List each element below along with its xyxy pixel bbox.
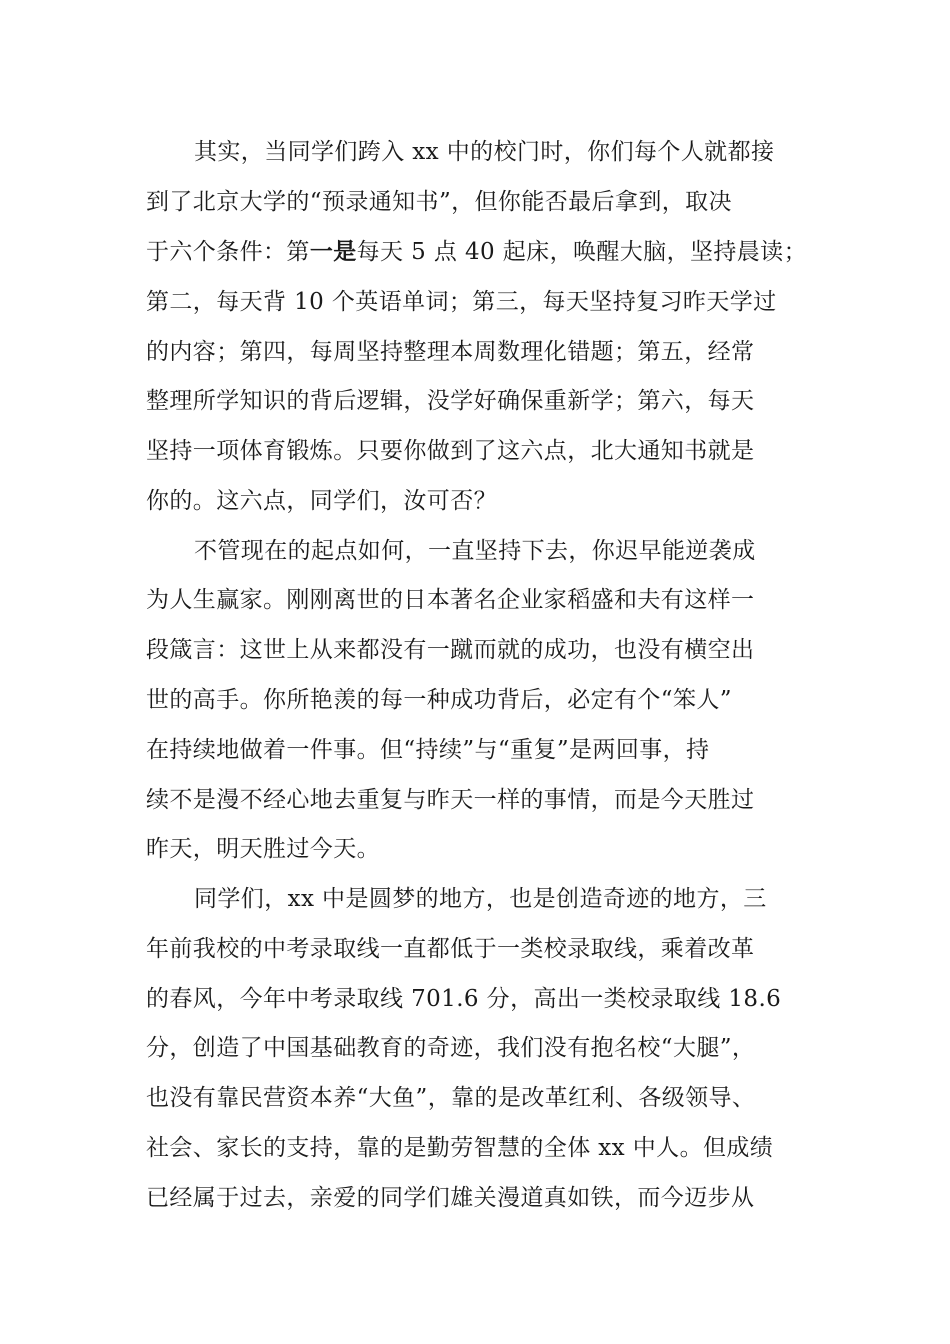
paragraph-line: 的内容；第四，每周坚持整理本周数理化错题；第五，经常 xyxy=(146,339,755,365)
paragraph-line: 不管现在的起点如何，一直坚持下去，你迟早能逆袭成 xyxy=(194,538,756,564)
paragraph-line: 你的。这六点，同学们，汝可否？ xyxy=(146,488,497,514)
paragraph-line: 续不是漫不经心地去重复与昨天一样的事情，而是今天胜过 xyxy=(146,787,755,813)
paragraph-line: 已经属于过去，亲爱的同学们雄关漫道真如铁，而今迈步从 xyxy=(146,1185,755,1211)
paragraph-line: 第二，每天背 10 个英语单词；第三，每天坚持复习昨天学过 xyxy=(146,289,777,315)
paragraph-line: 昨天，明天胜过今天。 xyxy=(146,836,380,862)
paragraph-line: 世的高手。你所艳羡的每一种成功背后，必定有个“笨人” xyxy=(146,687,732,713)
paragraph-line: 也没有靠民营资本养“大鱼”，靠的是改革红利、各级领导、 xyxy=(146,1085,756,1111)
paragraph-line: 在持续地做着一件事。但“持续”与“重复”是两回事，持 xyxy=(146,737,710,763)
paragraph-line-mixed xyxy=(146,232,806,272)
paragraph-line: 年前我校的中考录取线一直都低于一类校录取线，乘着改革 xyxy=(146,936,755,962)
paragraph-line: 坚持一项体育锻炼。只要你做到了这六点，北大通知书就是 xyxy=(146,438,755,464)
paragraph-line: 的春风，今年中考录取线 701.6 分，高出一类校录取线 18.6 xyxy=(146,986,782,1012)
paragraph-line: 到了北京大学的“预录通知书”，但你能否最后拿到，取决 xyxy=(146,189,732,215)
paragraph-line: 社会、家长的支持，靠的是勤劳智慧的全体 xx 中人。但成绩 xyxy=(146,1135,774,1161)
paragraph-line: 整理所学知识的背后逻辑，没学好确保重新学；第六，每天 xyxy=(146,388,755,414)
paragraph-line: 段箴言：这世上从来都没有一蹴而就的成功，也没有横空出 xyxy=(146,637,755,663)
line-segment: 每天 5 点 40 起床，唤醒大脑，坚持晨读； xyxy=(356,239,807,265)
paragraph-line: 分，创造了中国基础教育的奇迹，我们没有抱名校“大腿”， xyxy=(146,1035,756,1061)
paragraph-line: 其实，当同学们跨入 xx 中的校门时，你们每个人就都接 xyxy=(194,139,775,165)
bold-segment: 一是 xyxy=(309,238,357,265)
paragraph-line: 为人生赢家。刚刚离世的日本著名企业家稻盛和夫有这样一 xyxy=(146,587,755,613)
paragraph-line: 同学们，xx 中是圆梦的地方，也是创造奇迹的地方，三 xyxy=(194,886,767,912)
line-segment: 于六个条件：第 xyxy=(146,239,310,265)
